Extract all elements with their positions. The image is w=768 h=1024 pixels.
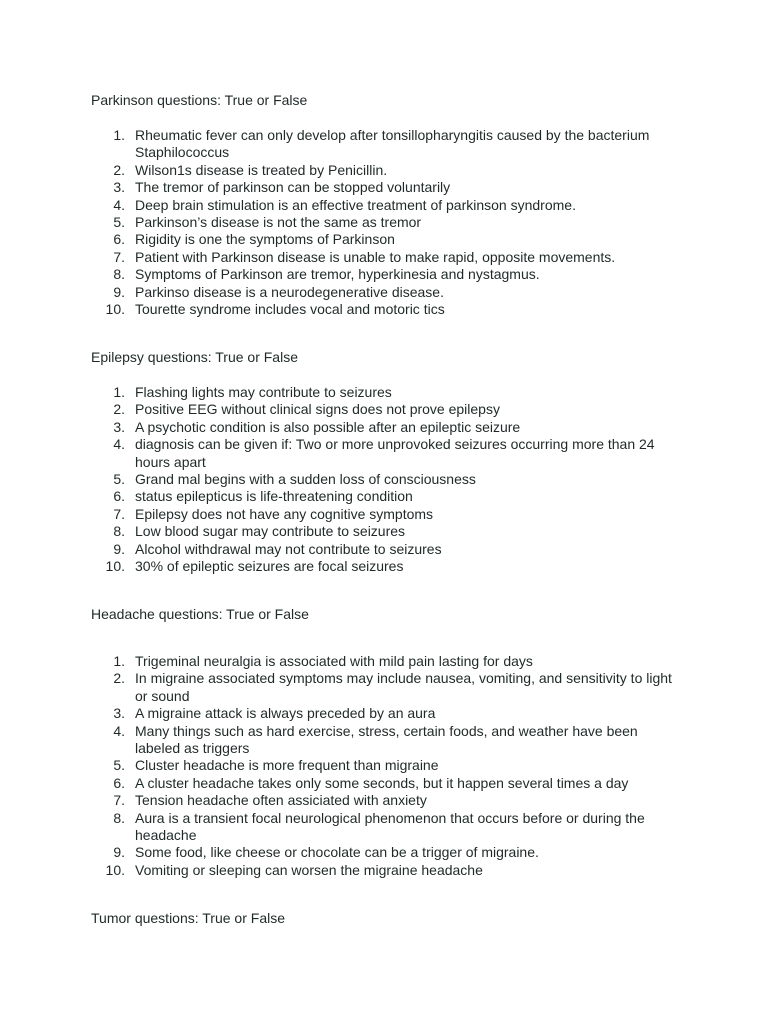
list-item: 9. Parkinso disease is a neurodegenerative disease. xyxy=(113,283,444,300)
list-item: 7. Tension headache often assiciated with anxiety xyxy=(113,792,427,809)
list-item: 9. Alcohol withdrawal may not contribute to seizures xyxy=(113,540,442,557)
list-item: 1. Flashing lights may contribute to seizures xyxy=(113,384,392,400)
list-item: 6. A cluster headache takes only some seconds, but it happen several times a day xyxy=(113,774,629,791)
list-item: 7. Patient with Parkinson disease is unable to make rapid, opposite movements. xyxy=(113,248,616,265)
list-item: 6. Rigidity is one the symptoms of Parkinson xyxy=(113,231,395,248)
question-list-epilepsy xyxy=(0,384,768,575)
question-list-headache xyxy=(0,653,768,879)
list-item: 1. Trigeminal neuralgia is associated with mild pain lasting for days xyxy=(113,653,533,669)
list-item: 2. Wilson1s disease is treated by Penicillin. xyxy=(113,161,388,178)
list-item: 4. Many things such as hard exercise, stress, certain foods, and weather have been labeled as triggers xyxy=(113,722,638,757)
list-item: 5. Parkinson’s disease is not the same as tremor xyxy=(113,214,422,231)
list-item: 8. Symptoms of Parkinson are tremor, hyperkinesia and nystagmus. xyxy=(113,266,540,283)
list-item: 10. Vomiting or sleeping can worsen the migraine headache xyxy=(105,861,483,878)
list-item: 2. In migraine associated symptoms may include nausea, vomiting, and sensitivity to light or sound xyxy=(113,670,672,704)
section-title-headache: Headache questions: True or False xyxy=(91,606,309,622)
section-title-epilepsy: Epilepsy questions: True or False xyxy=(91,349,298,365)
section-title-parkinson: Parkinson questions: True or False xyxy=(91,92,308,108)
list-item: 2. Positive EEG without clinical signs does not prove epilepsy xyxy=(113,401,500,418)
list-item: 9. Some food, like cheese or chocolate can be a trigger of migraine. xyxy=(113,844,539,861)
list-item: 4. diagnosis can be given if: Two or more unprovoked seizures occurring more than 24 hours apart xyxy=(113,436,655,470)
question-list-parkinson xyxy=(0,127,768,318)
list-item: 3. The tremor of parkinson can be stopped voluntarily xyxy=(113,179,451,196)
list-item: 8. Low blood sugar may contribute to seizures xyxy=(113,523,406,540)
list-item: 5. Cluster headache is more frequent than migraine xyxy=(113,757,439,774)
list-item: 1. Rheumatic fever can only develop after tonsillopharyngitis caused by the bacterium Staphilococcus xyxy=(113,127,650,161)
section-title-tumor: Tumor questions: True or False xyxy=(91,910,286,926)
list-item: 8. Aura is a transient focal neurological phenomenon that occurs before or during the headache xyxy=(113,809,645,844)
list-item: 4. Deep brain stimulation is an effective treatment of parkinson syndrome. xyxy=(113,196,576,213)
list-item: 5. Grand mal begins with a sudden loss of consciousness xyxy=(113,471,476,488)
list-item: 10. Tourette syndrome includes vocal and motoric tics xyxy=(105,301,445,318)
list-item: 10. 30% of epileptic seizures are focal seizures xyxy=(105,558,404,575)
list-item: 7. Epilepsy does not have any cognitive symptoms xyxy=(113,505,434,522)
list-item: 3. A psychotic condition is also possible after an epileptic seizure xyxy=(113,418,521,435)
list-item: 6. status epilepticus is life-threatening condition xyxy=(113,488,413,505)
list-item: 3. A migraine attack is always preceded by an aura xyxy=(113,705,436,722)
